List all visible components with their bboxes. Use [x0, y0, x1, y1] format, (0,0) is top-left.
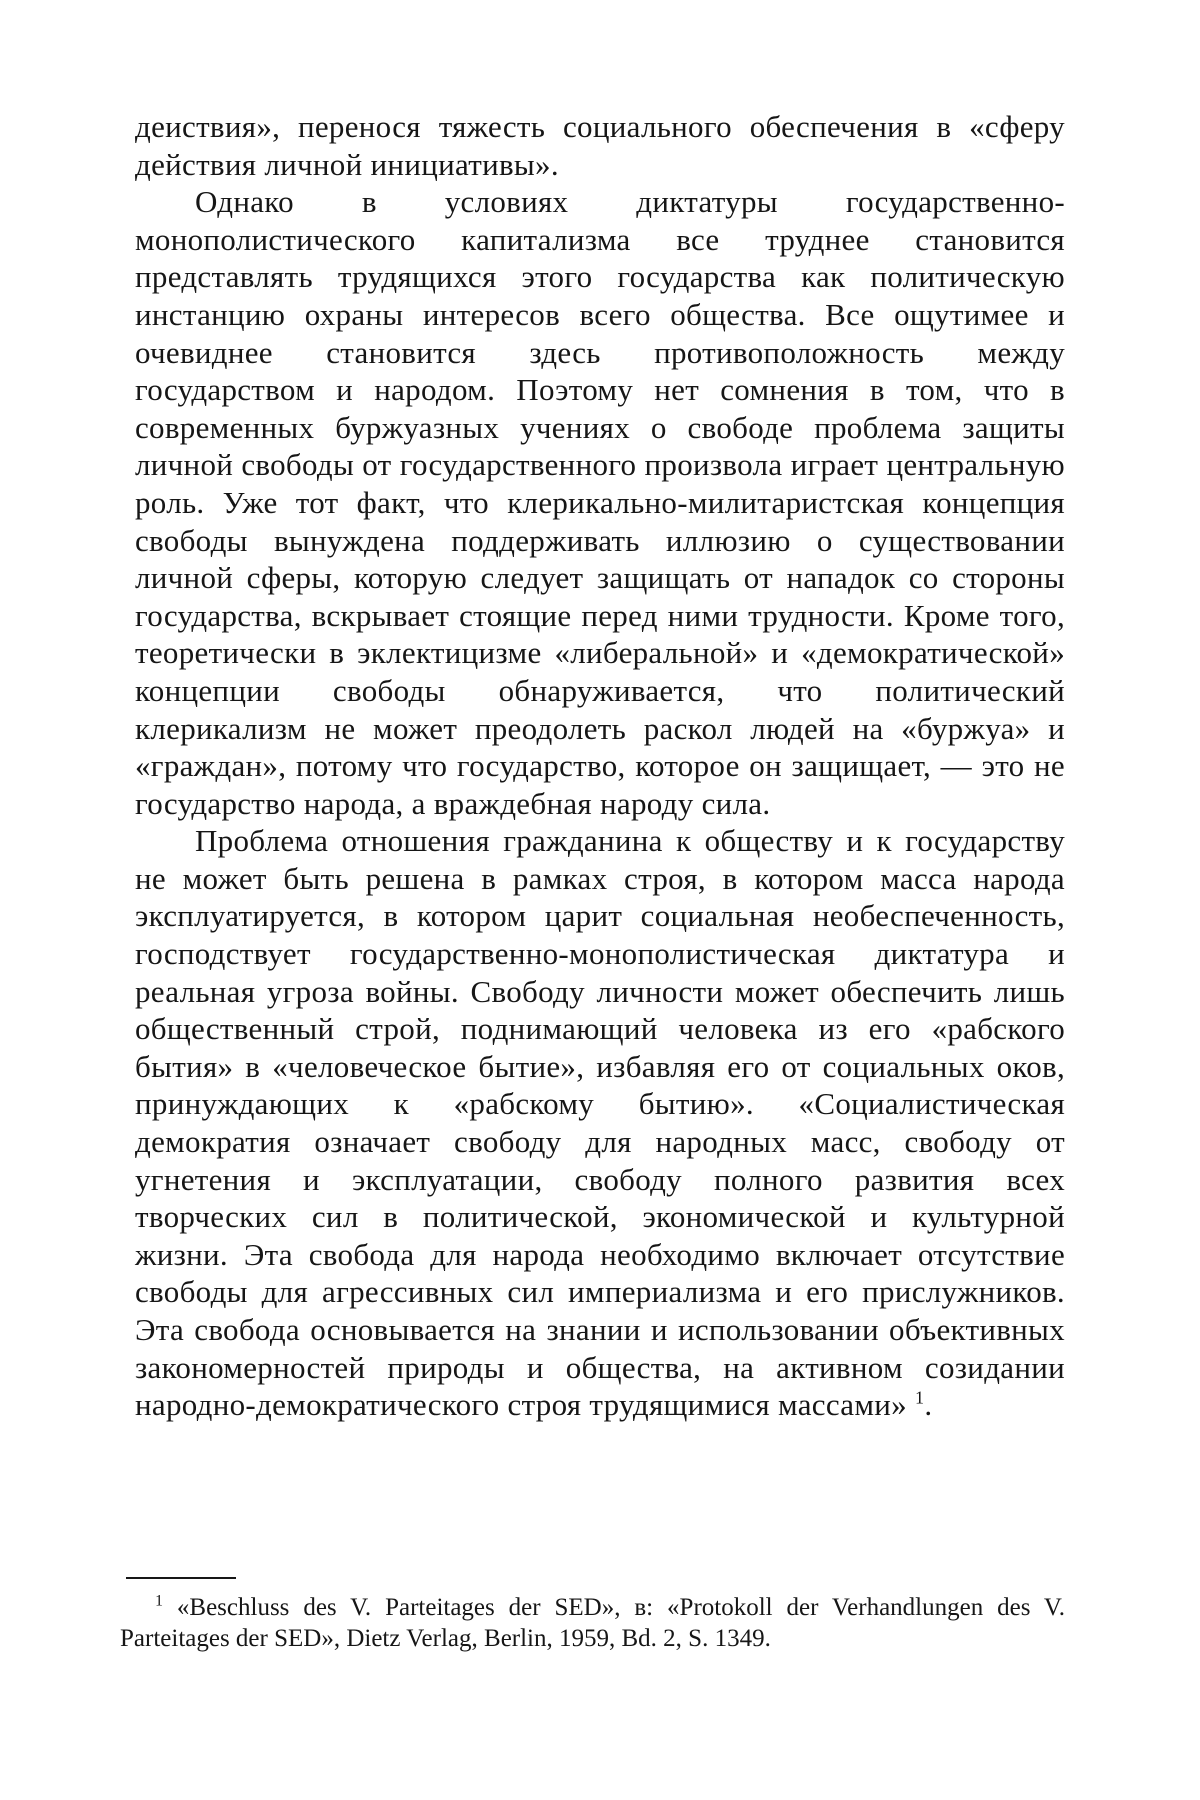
- footnote-reference[interactable]: 1: [915, 1387, 925, 1408]
- footnote-marker: 1: [155, 1592, 163, 1610]
- footnote-1: [120, 1592, 1065, 1654]
- paragraph-3: [135, 822, 1065, 1424]
- paragraph-3-text: Проблема отношения гражданина к обществу и к государству не может быть решена в рамках строя, в котором масса народа эксплуатируется, в котором царит социальная необеспеченность, господствует государственно-монополистическая диктатура и реальная угроза войны. Свободу личности может обеспечить лишь общественный строй, поднимающий человека из его «рабского бытия» в «человеческое бытие», избавляя его от социальных оков, принуждающих к «рабскому бытию». «Социалистическая демократия означает свободу для народных масс, свободу от угнетения и эксплуатации, свободу полного развития всех творческих сил в политической, экономической и культурной жизни. Эта свобода для народа необходимо включает отсутствие свободы для агрессивных сил империализма и его прислужников. Эта свобода основывается на знании и использовании объективных закономерностей природы и общества, на активном созидании народно-демократического строя трудящимися массами»: [135, 823, 1065, 1423]
- paragraph-2: [135, 183, 1065, 822]
- footnotes-section: [120, 1592, 1065, 1654]
- trailing-punctuation: .: [924, 1387, 933, 1423]
- footnote-divider: [126, 1577, 236, 1579]
- paragraph-2-text: Однако в условиях диктатуры государственно-монополистического капитализма все труднее становится представлять трудящихся этого государства как политическую инстанцию охраны интересов всего общества. Все ощутимее и очевиднее становится здесь противоположность между государством и народом. Поэтому нет сомнения в том, что в современных буржуазных учениях о свободе проблема защиты личной свободы от государственного произвола играет центральную роль. Уже тот факт, что клерикально-милитаристская концепция свободы вынуждена поддерживать иллюзию о существовании личной сферы, которую следует защищать от нападок со стороны государства, вскрывает стоящие перед ними трудности. Кроме того, теоретически в эклектицизме «либеральной» и «демократической» концепции свободы обнаруживается, что политический клерикализм не может преодолеть раскол людей на «буржуа» и «граждан», потому что государство, которое он защищает, — это не государство народа, а враждебная народу сила.: [135, 184, 1065, 821]
- paragraph-1-text: деиствия», перенося тяжесть социального обеспечения в «сферу действия личной инициативы».: [135, 109, 1065, 182]
- footnote-1-text: «Beschluss des V. Parteitages der SED», в: «Protokoll der Verhandlungen des V. Parteitages der SED», Dietz Verlag, Berlin, 1959, Bd. 2, S. 1349.: [120, 1594, 1065, 1652]
- paragraph-1: [135, 108, 1065, 183]
- main-text: [135, 108, 1065, 1424]
